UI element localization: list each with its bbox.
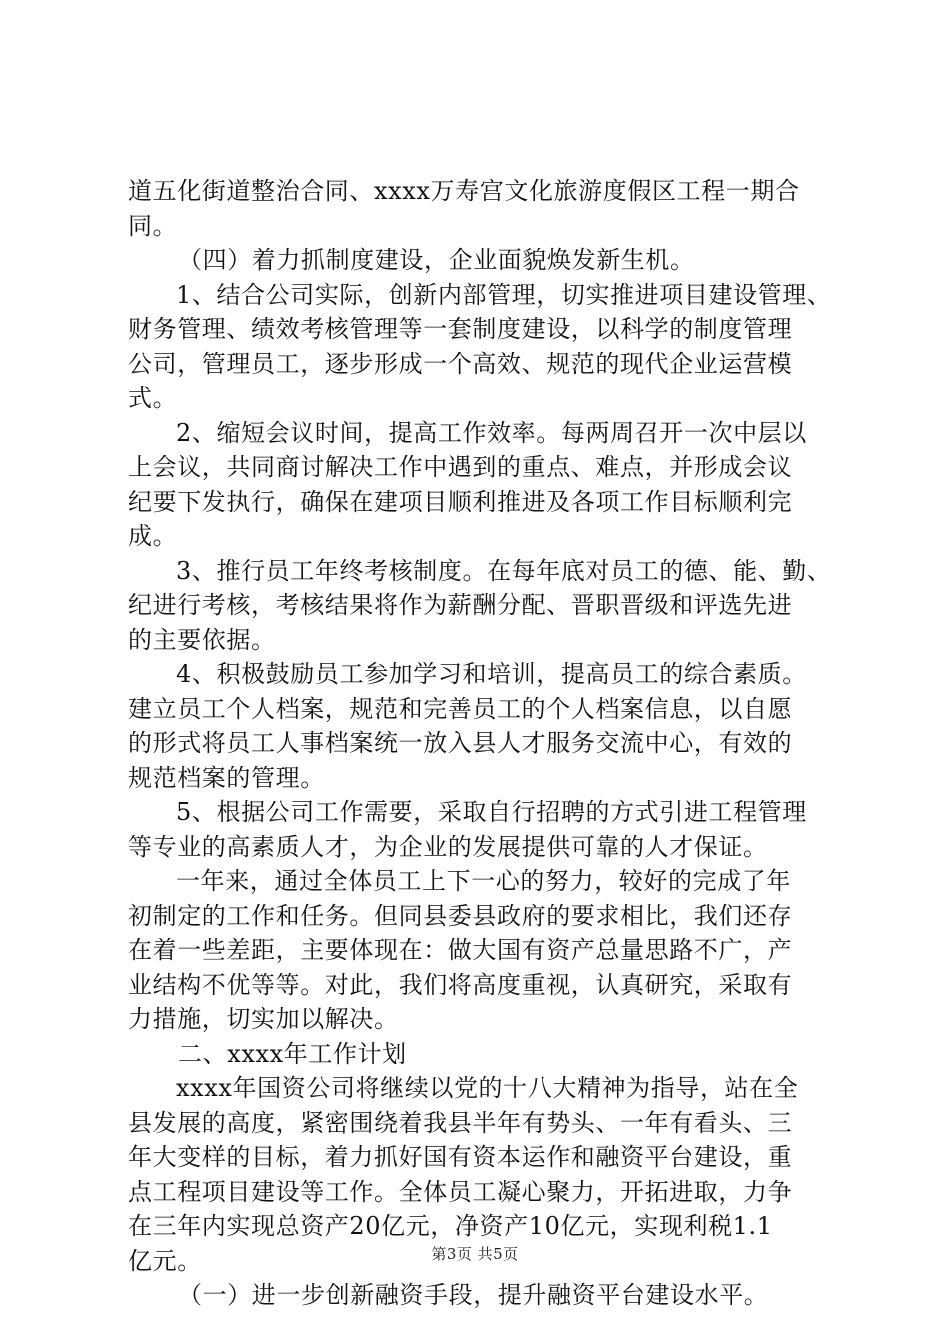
- text-line: 纪进行考核，考核结果将作为薪酬分配、晋职晋级和评选先进: [128, 591, 793, 619]
- text-line: 1、结合公司实际，创新内部管理，切实推进项目建设管理、: [176, 280, 832, 309]
- text-line: 3、推行员工年终考核制度。在每年底对员工的德、能、勤、: [176, 556, 832, 585]
- text-line: 的主要依据。: [128, 625, 276, 654]
- text-line: 点工程项目建设等工作。全体员工凝心聚力，开拓进取，力争: [128, 1177, 793, 1206]
- document-body: [128, 174, 848, 1313]
- text-line: 道五化街道整治合同、xxxx万寿宫文化旅游度假区工程一期合: [128, 177, 800, 205]
- text-line: 在着一些差距，主要体现在：做大国有资产总量思路不广，产: [128, 936, 793, 964]
- text-line: 初制定的工作和任务。但同县委县政府的要求相比，我们还存: [128, 901, 793, 930]
- text-line: 同。: [128, 211, 178, 240]
- text-line: 2、缩短会议时间，提高工作效率。每两周召开一次中层以: [176, 418, 807, 447]
- text-line: 纪要下发执行，确保在建项目顺利推进及各项工作目标顺利完: [128, 487, 793, 516]
- text-line: 4、积极鼓励员工参加学习和培训，提高员工的综合素质。: [176, 660, 807, 688]
- section-heading: （四）着力抓制度建设，企业面貌焕发新生机。: [178, 246, 695, 274]
- text-line: 的形式将员工人事档案统一放入县人才服务交流中心，有效的: [128, 729, 793, 757]
- text-line: xxxx年国资公司将继续以党的十八大精神为指导，站在全: [176, 1074, 799, 1102]
- page-footer: 第3页 共5页: [431, 1245, 519, 1263]
- text-line: 5、根据公司工作需要，采取自行招聘的方式引进工程管理: [176, 798, 807, 826]
- text-line: 成。: [128, 522, 178, 550]
- text-line: 等专业的高素质人才，为企业的发展提供可靠的人才保证。: [128, 832, 768, 861]
- text-line: 县发展的高度，紧密围绕着我县半年有势头、一年有看头、三: [128, 1108, 793, 1137]
- text-line: 在三年内实现总资产20亿元，净资产10亿元，实现利税1.1: [128, 1212, 773, 1240]
- section-heading: 二、xxxx年工作计划: [178, 1039, 407, 1068]
- text-line: 年大变样的目标，着力抓好国有资本运作和融资平台建设，重: [128, 1143, 793, 1171]
- text-line: 上会议，共同商讨解决工作中遇到的重点、难点，并形成会议: [128, 453, 793, 481]
- text-line: 财务管理、绩效考核管理等一套制度建设，以科学的制度管理: [128, 315, 793, 343]
- text-line: 建立员工个人档案，规范和完善员工的个人档案信息，以自愿: [128, 694, 793, 723]
- text-line: 业结构不优等等。对此，我们将高度重视，认真研究，采取有: [128, 970, 793, 999]
- text-line: 一年来，通过全体员工上下一心的努力，较好的完成了年: [176, 867, 791, 895]
- section-heading: （一）进一步创新融资手段，提升融资平台建设水平。: [178, 1281, 769, 1309]
- text-line: 公司，管理员工，逐步形成一个高效、规范的现代企业运营模: [128, 349, 793, 378]
- text-line: 力措施，切实加以解决。: [128, 1005, 399, 1033]
- text-line: 亿元。: [128, 1246, 202, 1275]
- text-line: 规范档案的管理。: [128, 763, 325, 792]
- text-line: 式。: [128, 384, 178, 412]
